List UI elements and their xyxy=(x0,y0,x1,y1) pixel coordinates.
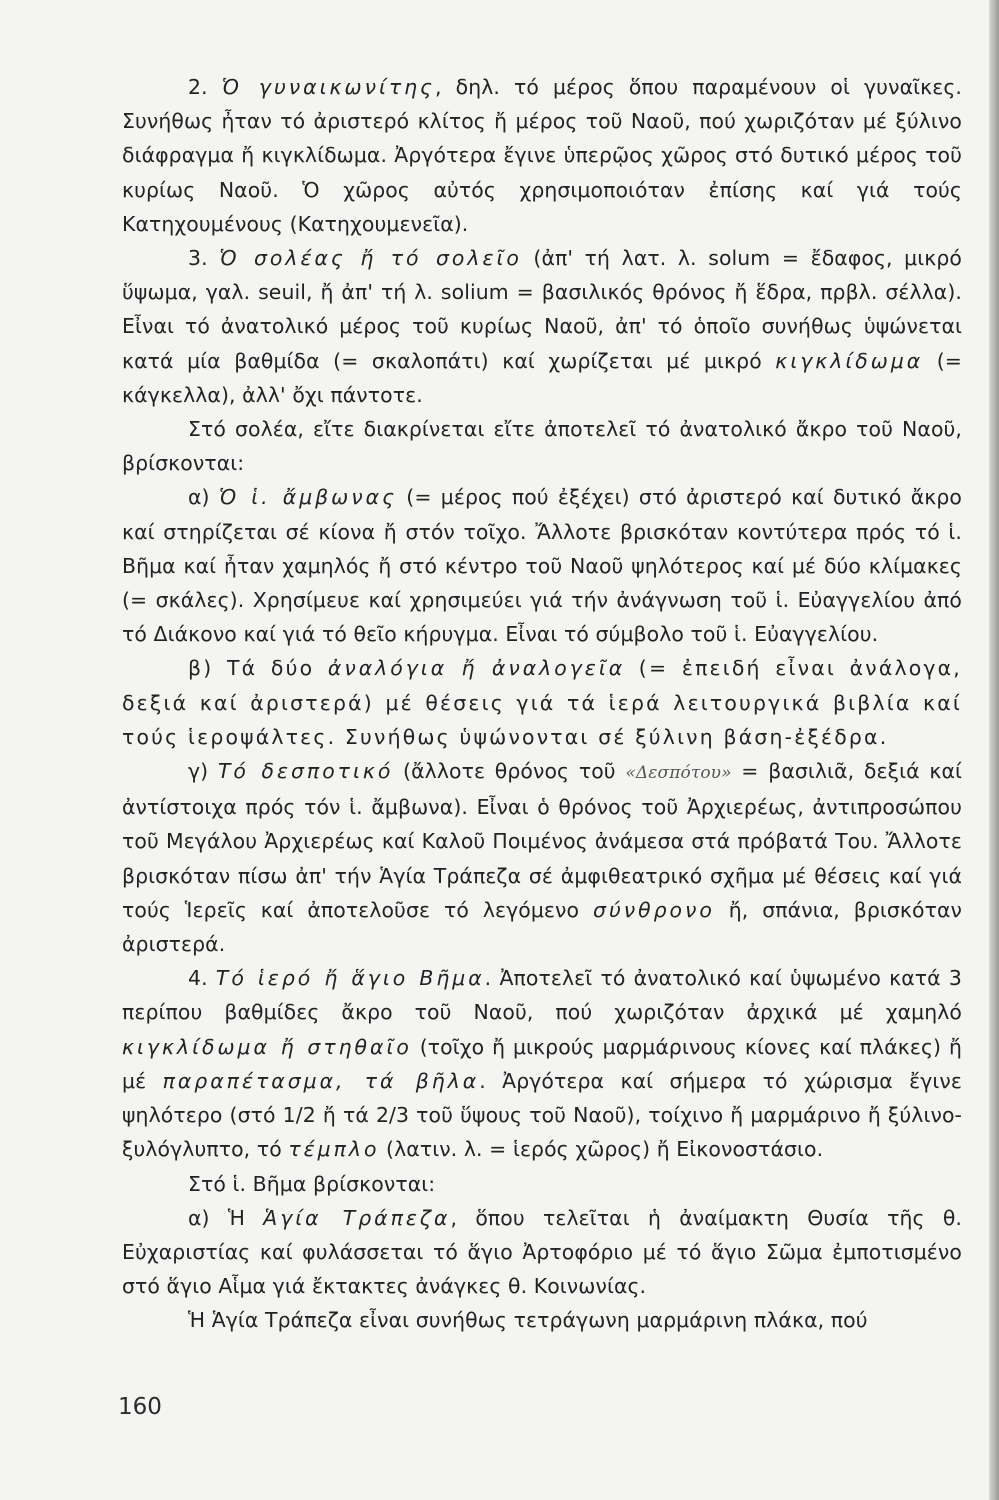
paragraph-text: (ἀπ' τή λατ. λ. solum = ἔδαφος, μικρό ὕψωμα, γαλ. seuil, ἤ ἀπ' τή λ. solium = βασιλικός θρόνος ἤ ἕδρα, πρβλ. σέλλα). Εἶναι τό ἀνατολικό μέρος τοῦ κυρίως Ναοῦ, ἀπ' τό ὁποῖο συνήθως ὑψώνεται κατά μία βαθμίδα (= σκαλοπάτι) καί χωρίζεται μέ μικρό xyxy=(122,246,962,373)
paragraph-agia-trapeza xyxy=(122,1201,962,1304)
paragraph-analogia xyxy=(122,651,962,754)
paragraph-text: . Ἀργότερα καί σήμερα τό χώρισμα ἔγινε ψηλότερο (στό 1/2 ἤ τά 2/3 τοῦ ὕψους τοῦ Ναοῦ), τοίχινο ἤ μαρμάρινο ἤ ξύλινο-ξυλόγλυπτο, τό xyxy=(122,1068,963,1162)
paragraph-soleas-items xyxy=(122,412,962,480)
paragraph-vima xyxy=(122,961,962,1166)
item-number: 3. xyxy=(188,246,220,271)
term: Τό ἱερό ἤ ἅγιο Βῆμα xyxy=(215,966,485,991)
paragraph-text: Στό ἱ. Βῆμα βρίσκονται: xyxy=(188,1171,436,1196)
paragraph-text: Ἡ Ἁγία Τράπεζα εἶναι συνήθως τετράγωνη μαρμάρινη πλάκα, πού xyxy=(188,1308,868,1333)
paragraph-despotiko xyxy=(122,754,962,961)
paragraph-text: . Ἀποτελεῖ τό ἀνατολικό καί ὑψωμένο κατά 3 περίπου βαθμίδες ἄκρο τοῦ Ναοῦ, πού χωριζόταν ἀρχικά μέ χαμηλό xyxy=(122,966,962,1025)
paragraph-text: (= μέρος πού ἐξέχει) στό ἀριστερό καί δυτικό ἄκρο καί στηρίζεται σέ κίονα ἤ στόν τοῖχο. Ἄλλοτε βρισκόταν κοντύτερα πρός τό ἱ. Βῆμα καί ἦταν χαμηλός ἤ στό κέντρο τοῦ Ναοῦ ψηλότερος καί μέ δύο κλίμακες (= σκάλες). Χρησίμευε καί χρησιμεύει γιά τήν ἀνάγνωση τοῦ ἱ. Εὐαγγελίου ἀπό τό Διάκονο καί γιά τό θεῖο κήρυγμα. Εἶναι τό σύμβολο τοῦ ἱ. Εὐαγγελίου. xyxy=(122,485,962,647)
item-number: γ) xyxy=(188,759,218,784)
term: τέμπλο xyxy=(288,1137,380,1162)
term: Ἁγία Τράπεζα xyxy=(263,1205,451,1230)
page-edge xyxy=(989,0,999,1500)
term: σύνθρονο xyxy=(593,897,715,922)
paragraph-text: Στό σολέα, εἴτε διακρίνεται εἴτε ἀποτελεῖ τό ἀνατολικό ἄκρο τοῦ Ναοῦ, βρίσκονται: xyxy=(122,417,962,476)
term: κιγκλίδωμα ἤ στηθαῖο xyxy=(122,1034,412,1059)
page-body xyxy=(122,70,962,1338)
item-number: α) xyxy=(188,485,219,510)
paragraph-text: (λατιν. λ. = ἱερός χῶρος) ἤ Εἰκονοστάσιο. xyxy=(379,1137,824,1162)
paragraph-text: , ὅπου τελεῖται ἡ ἀναίμακτη Θυσία τῆς θ. Εὐχαριστίας καί φυλάσσεται τό ἅγιο Ἀρτοφόριο μέ τό ἅγιο Σῶμα ἐμποτισμένο στό ἅγιο Αἷμα γιά ἔκτακτες ἀνάγκες θ. Κοινωνίας. xyxy=(122,1205,962,1299)
term: παραπέτασμα, τά βῆλα xyxy=(162,1068,480,1093)
paragraph-text: (= κάγκελλα), ἀλλ' ὄχι πάντοτε. xyxy=(122,348,962,407)
paragraph-amvonas xyxy=(122,480,962,651)
term: Τό δεσποτικό xyxy=(217,759,394,784)
item-number: α) Ἡ xyxy=(188,1205,264,1230)
page-number: 160 xyxy=(118,1394,162,1420)
paragraph-text: , δηλ. τό μέρος ὅπου παραμένουν οἱ γυναῖκες. Συνήθως ἦταν τό ἀριστερό κλίτος ἤ μέρος τοῦ Ναοῦ, πού χωριζόταν μέ ξύλινο διάφραγμα ἤ κιγκλίδωμα. Ἀργότερα ἔγινε ὑπερῷος χῶρος στό δυτικό μέρος τοῦ κυρίως Ναοῦ. Ὁ χῶρος αὐτός χρησιμοποιόταν ἐπίσης καί γιά τούς Κατηχουμένους (Κατηχουμενεῖα). xyxy=(122,75,963,236)
term: ἀναλόγια ἤ ἀναλογεῖα xyxy=(327,656,626,681)
term: Ὁ γυναικωνίτης xyxy=(221,75,436,99)
item-number: β) Τά δύο xyxy=(188,656,328,681)
paragraph-text: (= ἐπειδή εἶναι ἀνάλογα, δεξιά καί ἀριστερά) μέ θέσεις γιά τά ἱερά λειτουργικά βιβλία καί τούς ἱεροψάλτες. Συνήθως ὑψώνονται σέ ξύλινη βάση-ἐξέδρα. xyxy=(122,656,962,749)
term: κιγκλίδωμα xyxy=(775,348,924,373)
paragraph-continued xyxy=(122,1303,962,1337)
paragraph-text: (τοῖχο ἤ μικρούς μαρμάρινους κίονες καί πλάκες) ἤ μέ xyxy=(122,1034,962,1093)
term: Ὁ ἱ. ἄμβωνας xyxy=(218,485,398,510)
paragraph-text: (ἄλλοτε θρόνος τοῦ xyxy=(393,759,626,784)
quote: «Δεσπότου» xyxy=(625,763,732,784)
term: Ὁ σολέας ἤ τό σολεῖο xyxy=(219,246,522,271)
paragraph-soleas xyxy=(122,241,962,412)
paragraph-vima-items xyxy=(122,1167,962,1201)
paragraph-text: ἤ, σπάνια, βρισκόταν ἀριστερά. xyxy=(122,897,962,957)
item-number: 2. xyxy=(188,75,222,99)
paragraph-gynaikonitis xyxy=(122,70,962,241)
paragraph-text: = βασιλιᾶ, δεξιά καί ἀντίστοιχα πρός τόν ἱ. ἄμβωνα). Εἶναι ὁ θρόνος τοῦ Ἀρχιερέως, ἀντιπροσώπου τοῦ Μεγάλου Ἀρχιερέως καί Καλοῦ Ποιμένος ἀνάμεσα στά πρόβατά Του. Ἄλλοτε βρισκόταν πίσω ἀπ' τήν Ἁγία Τράπεζα σέ ἀμφιθεατρικό σχῆμα μέ θέσεις καί γιά τούς Ἱερεῖς καί ἀποτελοῦσε τό λεγόμενο xyxy=(122,759,962,922)
item-number: 4. xyxy=(188,966,216,991)
